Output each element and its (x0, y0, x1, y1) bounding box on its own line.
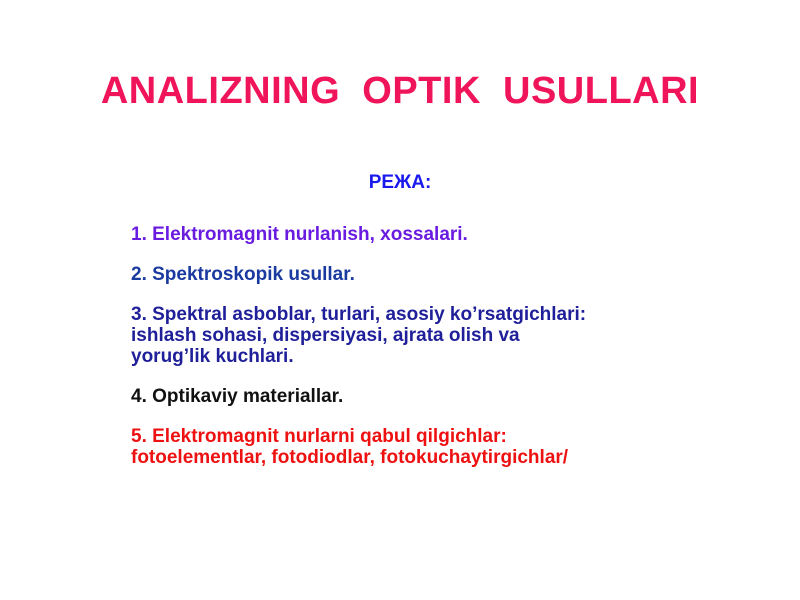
plan-item-4 (131, 386, 731, 407)
plan-item-2 (131, 264, 731, 285)
plan-item-3-line-2: ishlash sohasi, dispersiyasi, ajrata olish va (131, 325, 520, 346)
plan-item-3-line-3: yorug’lik kuchlari. (131, 346, 294, 367)
slide-title: ANALIZNING OPTIK USULLARI (100, 70, 700, 112)
plan-item-5-line-2: fotoelementlar, fotodiodlar, fotokuchaytirgichlar/ (131, 447, 569, 468)
plan-item-5-line-1: 5. Elektromagnit nurlarni qabul qilgichlar: (131, 426, 507, 447)
plan-item-4-line-1: 4. Optikaviy materiallar. (131, 386, 344, 407)
plan-item-3 (131, 304, 731, 367)
plan-item-1-line-1: 1. Elektromagnit nurlanish, xossalari. (131, 224, 468, 245)
plan-heading: РЕЖА: (368, 172, 432, 193)
plan-item-2-line-1: 2. Spektroskopik usullar. (131, 264, 355, 285)
plan-list (131, 224, 731, 487)
plan-item-5 (131, 426, 731, 468)
plan-item-1 (131, 224, 731, 245)
plan-item-3-line-1: 3. Spektral asboblar, turlari, asosiy ko’rsatgichlari: (131, 304, 587, 325)
